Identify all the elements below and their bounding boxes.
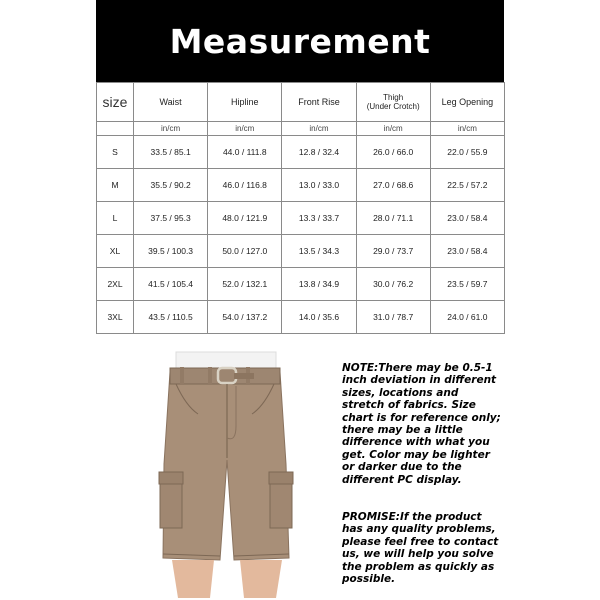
value-cell: 43.5 / 110.5 xyxy=(134,301,208,334)
value-cell: 52.0 / 132.1 xyxy=(208,268,282,301)
cargo-shorts-photo xyxy=(150,346,300,598)
value-cell: 24.0 / 61.0 xyxy=(430,301,504,334)
value-cell: 22.5 / 57.2 xyxy=(430,169,504,202)
value-cell: 41.5 / 105.4 xyxy=(134,268,208,301)
value-cell: 13.0 / 33.0 xyxy=(282,169,356,202)
value-cell: 12.8 / 32.4 xyxy=(282,136,356,169)
shorts-body xyxy=(163,372,289,560)
column-header-front-rise: Front Rise xyxy=(282,83,356,122)
right-leg xyxy=(240,560,282,598)
table-row xyxy=(97,136,505,169)
note-text: NOTE:There may be 0.5-1 inch deviation in different sizes, locations and stretch of fabrics. Size chart is for reference only; there may be a little difference with what you get. Color may be lighter or darker due to the different PC display. xyxy=(342,362,501,486)
units-blank-cell xyxy=(97,122,134,136)
value-cell: 29.0 / 73.7 xyxy=(356,235,430,268)
value-cell: 46.0 / 116.8 xyxy=(208,169,282,202)
value-cell: 23.5 / 59.7 xyxy=(430,268,504,301)
value-cell: 26.0 / 66.0 xyxy=(356,136,430,169)
value-cell: 39.5 / 100.3 xyxy=(134,235,208,268)
size-cell: M xyxy=(97,169,134,202)
belt-loop xyxy=(180,367,184,385)
table-header-row xyxy=(97,83,505,122)
promise-text: PROMISE:If the product has any quality problems, please feel free to contact us, we will help you solve the problem as quickly as possible. xyxy=(342,511,499,586)
value-cell: 37.5 / 95.3 xyxy=(134,202,208,235)
column-header-leg-opening: Leg Opening xyxy=(430,83,504,122)
belt-tail xyxy=(234,373,254,379)
unit-cell: in/cm xyxy=(134,122,208,136)
value-cell: 22.0 / 55.9 xyxy=(430,136,504,169)
size-cell: XL xyxy=(97,235,134,268)
value-cell: 13.5 / 34.3 xyxy=(282,235,356,268)
value-cell: 30.0 / 76.2 xyxy=(356,268,430,301)
header-banner xyxy=(96,0,504,82)
size-column-header: size xyxy=(97,83,134,122)
unit-cell: in/cm xyxy=(430,122,504,136)
size-cell: S xyxy=(97,136,134,169)
cargo-pocket-left-flap xyxy=(159,472,183,484)
waistband xyxy=(170,368,280,384)
page-title: Measurement xyxy=(169,21,431,61)
value-cell: 35.5 / 90.2 xyxy=(134,169,208,202)
value-cell: 50.0 / 127.0 xyxy=(208,235,282,268)
value-cell: 14.0 / 35.6 xyxy=(282,301,356,334)
value-cell: 28.0 / 71.1 xyxy=(356,202,430,235)
table-row xyxy=(97,268,505,301)
size-cell: L xyxy=(97,202,134,235)
belt-loop xyxy=(208,367,212,385)
value-cell: 33.5 / 85.1 xyxy=(134,136,208,169)
size-cell: 3XL xyxy=(97,301,134,334)
unit-cell: in/cm xyxy=(208,122,282,136)
value-cell: 13.8 / 34.9 xyxy=(282,268,356,301)
table-row xyxy=(97,169,505,202)
column-header-waist: Waist xyxy=(134,83,208,122)
thigh-label: Thigh xyxy=(383,93,404,102)
value-cell: 44.0 / 111.8 xyxy=(208,136,282,169)
table-row xyxy=(97,235,505,268)
cargo-pocket-right-flap xyxy=(269,472,293,484)
value-cell: 31.0 / 78.7 xyxy=(356,301,430,334)
column-header-thigh xyxy=(356,83,430,122)
unit-cell: in/cm xyxy=(356,122,430,136)
table-row xyxy=(97,301,505,334)
left-leg xyxy=(172,560,214,598)
value-cell: 23.0 / 58.4 xyxy=(430,235,504,268)
value-cell: 23.0 / 58.4 xyxy=(430,202,504,235)
value-cell: 54.0 / 137.2 xyxy=(208,301,282,334)
unit-cell: in/cm xyxy=(282,122,356,136)
size-cell: 2XL xyxy=(97,268,134,301)
units-row xyxy=(97,122,505,136)
value-cell: 48.0 / 121.9 xyxy=(208,202,282,235)
value-cell: 27.0 / 68.6 xyxy=(356,169,430,202)
table-row xyxy=(97,202,505,235)
size-chart-table xyxy=(96,82,505,334)
column-header-hipline: Hipline xyxy=(208,83,282,122)
thigh-sublabel: (Under Crotch) xyxy=(366,102,420,111)
value-cell: 13.3 / 33.7 xyxy=(282,202,356,235)
